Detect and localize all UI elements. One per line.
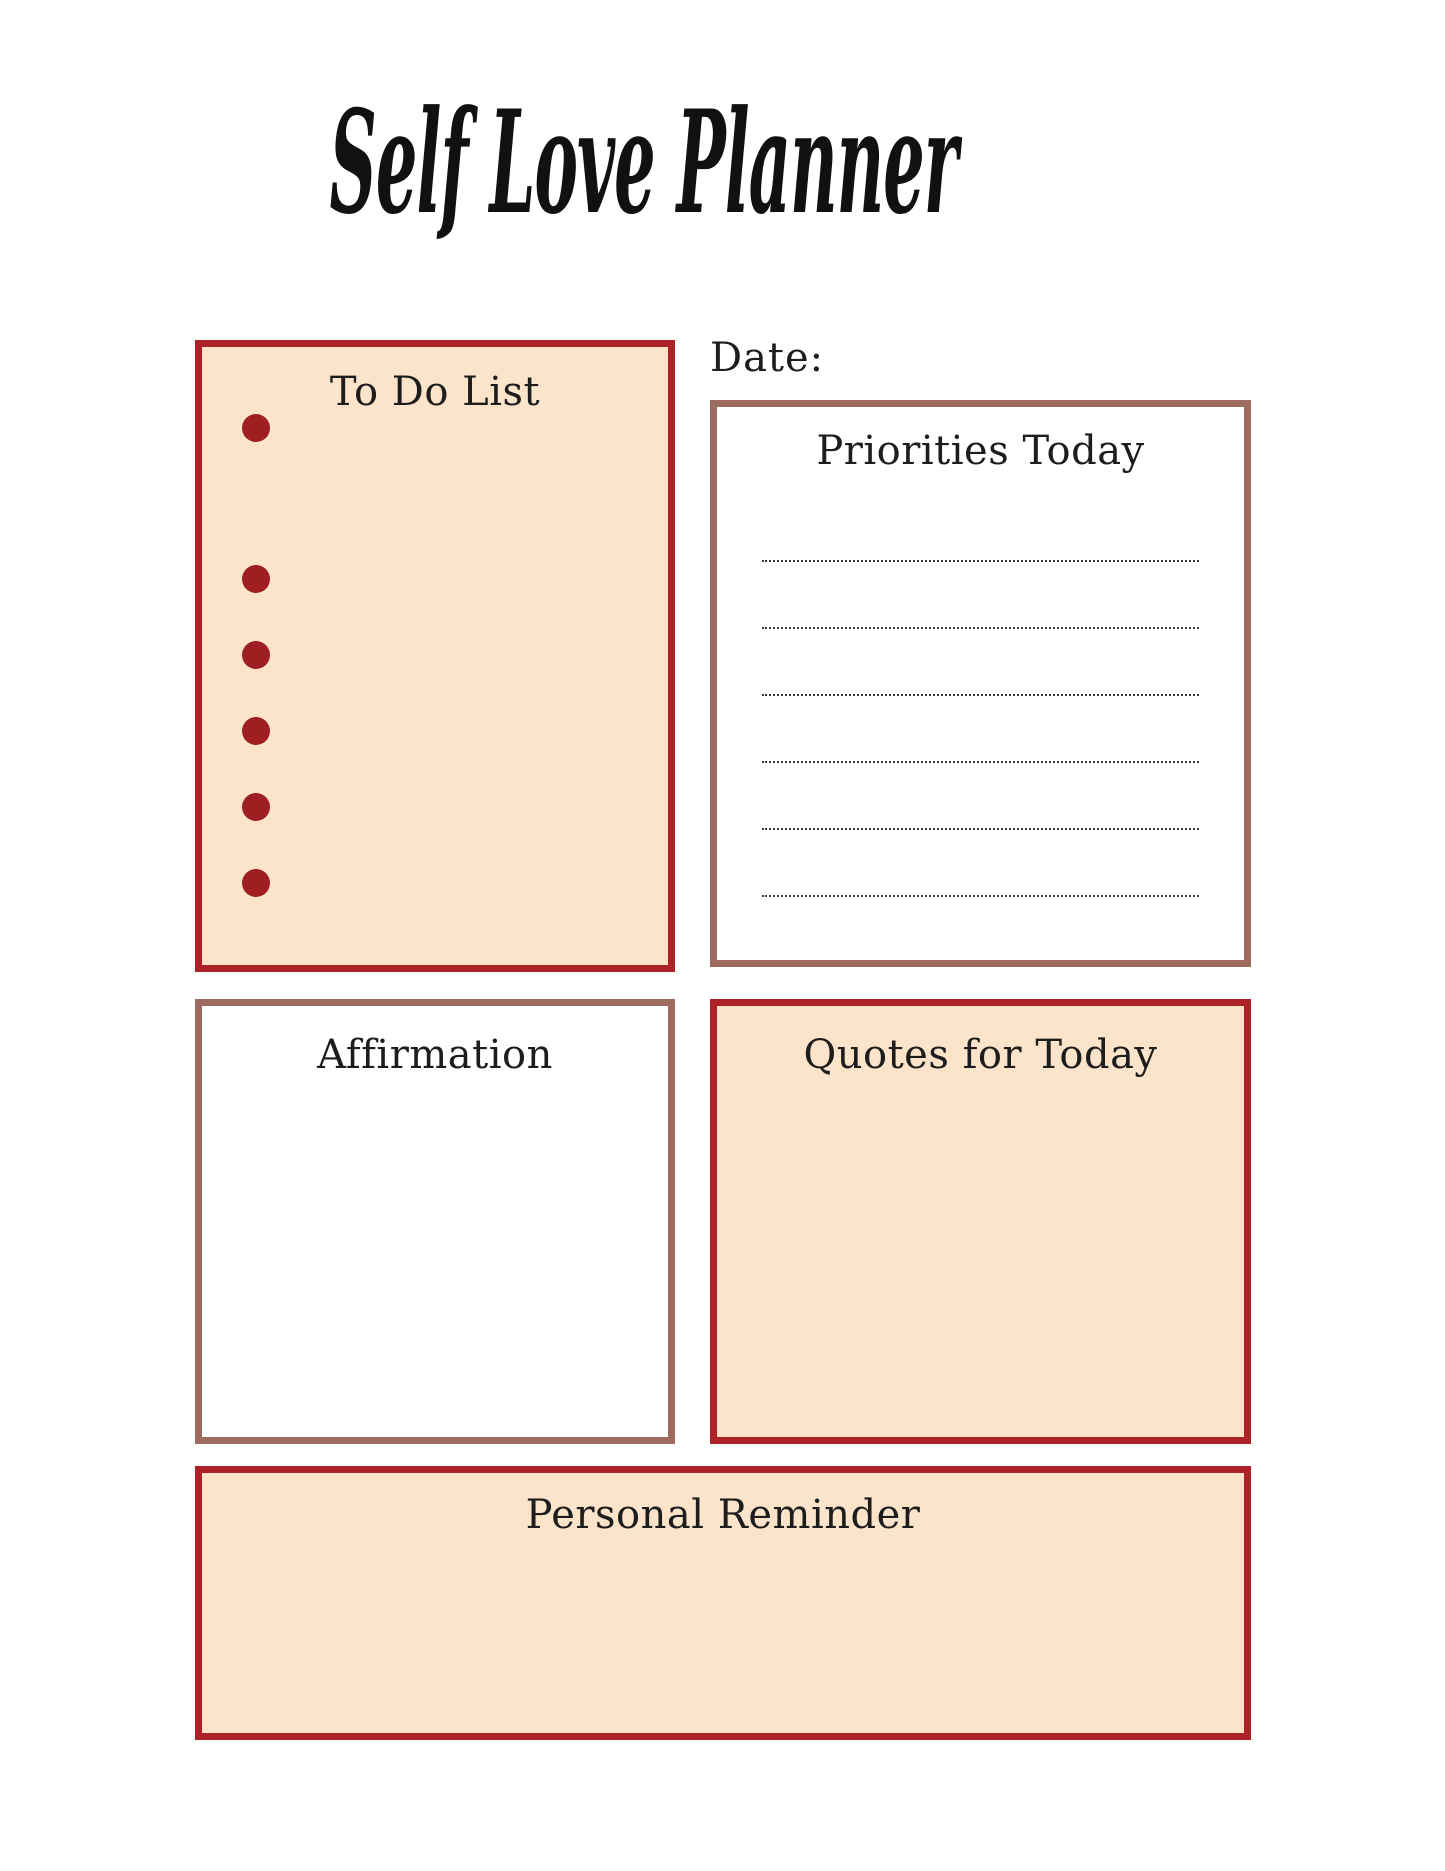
priority-writing-line — [762, 560, 1199, 562]
page-title: Self Love Planner — [329, 80, 958, 246]
quotes-heading: Quotes for Today — [803, 1032, 1158, 1078]
personal-reminder-box — [195, 1466, 1251, 1740]
quotes-writing-area — [724, 1086, 1237, 1430]
priority-writing-line — [762, 694, 1199, 696]
personal-reminder-heading: Personal Reminder — [525, 1492, 921, 1538]
priorities-heading: Priorities Today — [816, 428, 1145, 474]
priority-writing-line — [762, 761, 1199, 763]
todo-bullet-dot — [242, 565, 270, 593]
todo-list-box — [195, 340, 675, 972]
priority-writing-line — [762, 895, 1199, 897]
todo-bullet-dot — [242, 793, 270, 821]
quotes-box — [710, 999, 1251, 1444]
priorities-box — [710, 400, 1251, 967]
todo-bullet-dot — [242, 414, 270, 442]
todo-bullet-dot — [242, 869, 270, 897]
priority-writing-line — [762, 828, 1199, 830]
date-label: Date: — [710, 335, 825, 381]
personal-reminder-writing-area — [209, 1553, 1237, 1726]
priority-writing-line — [762, 627, 1199, 629]
todo-bullet-dot — [242, 641, 270, 669]
affirmation-heading: Affirmation — [317, 1032, 553, 1078]
todo-bullet-dot — [242, 717, 270, 745]
affirmation-box — [195, 999, 675, 1444]
affirmation-writing-area — [209, 1086, 661, 1430]
todo-list-heading: To Do List — [329, 369, 541, 415]
